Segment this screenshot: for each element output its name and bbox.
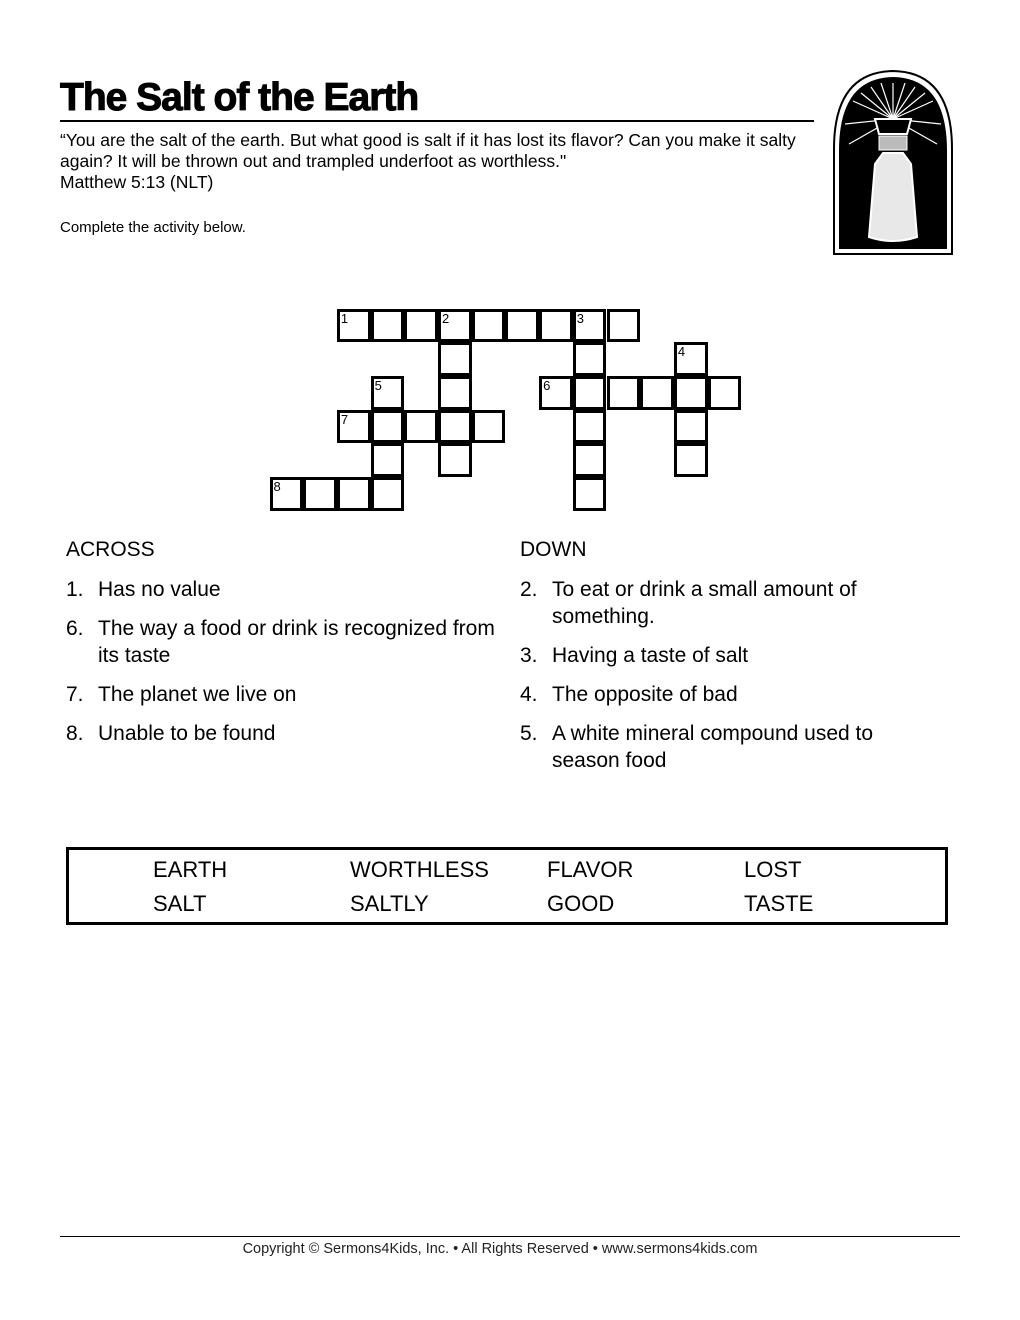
crossword-cell[interactable]	[472, 309, 506, 343]
crossword-grid	[271, 310, 751, 520]
clue-number: 6.	[66, 617, 84, 640]
word-bank-word: SALT	[153, 891, 207, 916]
down-clues	[520, 538, 930, 786]
word-bank-word: LOST	[744, 857, 802, 882]
clue-text: The opposite of bad	[552, 683, 738, 706]
crossword-cell[interactable]	[573, 342, 607, 376]
copyright-footer: Copyright © Sermons4Kids, Inc. • All Rights Reserved • www.sermons4kids.com	[242, 1241, 758, 1257]
crossword-cell[interactable]	[573, 477, 607, 511]
word-bank-word: WORTHLESS	[350, 857, 489, 882]
crossword-cell[interactable]	[640, 376, 674, 410]
crossword-cell[interactable]	[539, 376, 573, 410]
clue-number: 3.	[520, 644, 538, 667]
down-heading: DOWN	[520, 538, 587, 561]
crossword-cell[interactable]	[607, 376, 641, 410]
clue-item	[520, 642, 930, 669]
title-divider	[60, 120, 814, 122]
clue-item	[520, 720, 930, 774]
clue-item	[66, 615, 496, 669]
across-clues	[66, 538, 496, 759]
clue-text: To eat or drink a small amount of something.	[552, 578, 857, 628]
clue-number: 1.	[66, 578, 84, 601]
footer-divider	[60, 1236, 960, 1237]
crossword-cell[interactable]	[674, 376, 708, 410]
word-bank-word: GOOD	[547, 891, 615, 916]
clue-number: 4.	[520, 683, 538, 706]
crossword-cell[interactable]	[438, 410, 472, 444]
word-bank-word: EARTH	[153, 857, 228, 882]
word-bank	[66, 847, 948, 925]
crossword-cell[interactable]	[438, 376, 472, 410]
scripture-verse	[60, 130, 820, 193]
clue-text: Has no value	[98, 578, 221, 601]
word-bank-word: SALTLY	[350, 891, 429, 916]
crossword-cell[interactable]	[371, 309, 405, 343]
crossword-cell[interactable]	[337, 410, 371, 444]
clue-text: Having a taste of salt	[552, 644, 749, 667]
crossword-cell[interactable]	[371, 443, 405, 477]
page-title: The Salt of the Earth	[60, 76, 419, 119]
across-heading: ACROSS	[66, 538, 155, 561]
clue-number: 5	[374, 377, 382, 393]
crossword-cell[interactable]	[270, 477, 304, 511]
crossword-cell[interactable]	[438, 309, 472, 343]
crossword-cell[interactable]	[674, 342, 708, 376]
clue-number: 6	[543, 377, 551, 393]
crossword-cell[interactable]	[371, 376, 405, 410]
crossword-cell[interactable]	[371, 477, 405, 511]
crossword-cell[interactable]	[573, 376, 607, 410]
crossword-cell[interactable]	[438, 443, 472, 477]
word-bank-word: TASTE	[744, 891, 814, 916]
clue-item	[66, 681, 496, 708]
clue-number: 7.	[66, 683, 84, 706]
crossword-cell[interactable]	[404, 410, 438, 444]
crossword-cell[interactable]	[607, 309, 641, 343]
crossword-cell[interactable]	[674, 443, 708, 477]
crossword-cell[interactable]	[505, 309, 539, 343]
clue-number: 8.	[66, 722, 84, 745]
clue-number: 2.	[520, 578, 538, 601]
clue-number: 7	[340, 411, 349, 427]
crossword-cell[interactable]	[337, 477, 371, 511]
verse-text: “You are the salt of the earth. But what good is salt if it has lost its flavor? Can you make it salty again? It will be thrown out and trampled underfoot as worthless."	[60, 130, 796, 171]
clue-item	[520, 681, 930, 708]
clue-number: 8	[273, 479, 281, 494]
crossword-cell[interactable]	[472, 410, 506, 444]
clue-text: The planet we live on	[98, 683, 297, 706]
crossword-cell[interactable]	[573, 443, 607, 477]
crossword-cell[interactable]	[674, 410, 708, 444]
clue-text: The way a food or drink is recognized from its taste	[98, 617, 495, 667]
clue-text: Unable to be found	[98, 722, 276, 745]
crossword-cell[interactable]	[438, 342, 472, 376]
verse-reference: Matthew 5:13 (NLT)	[60, 172, 214, 192]
clue-number: 5.	[520, 722, 538, 745]
clue-item	[520, 576, 930, 630]
crossword-cell[interactable]	[371, 410, 405, 444]
clue-item	[66, 576, 496, 603]
clue-item	[66, 720, 496, 747]
crossword-cell[interactable]	[573, 410, 607, 444]
crossword-cell[interactable]	[708, 376, 742, 410]
instructions: Complete the activity below.	[60, 219, 246, 236]
crossword-cell[interactable]	[337, 309, 371, 343]
clue-text: A white mineral compound used to season food	[552, 722, 874, 772]
clue-number: 1	[340, 310, 349, 326]
word-bank-word: FLAVOR	[547, 857, 634, 882]
clue-number: 3	[576, 310, 585, 326]
crossword-cell[interactable]	[404, 309, 438, 343]
crossword-cell[interactable]	[303, 477, 337, 511]
salt-shaker-illustration	[831, 69, 955, 256]
crossword-cell[interactable]	[573, 309, 607, 343]
clue-number: 2	[442, 310, 450, 326]
crossword-cell[interactable]	[539, 309, 573, 343]
clue-number: 4	[677, 344, 686, 360]
